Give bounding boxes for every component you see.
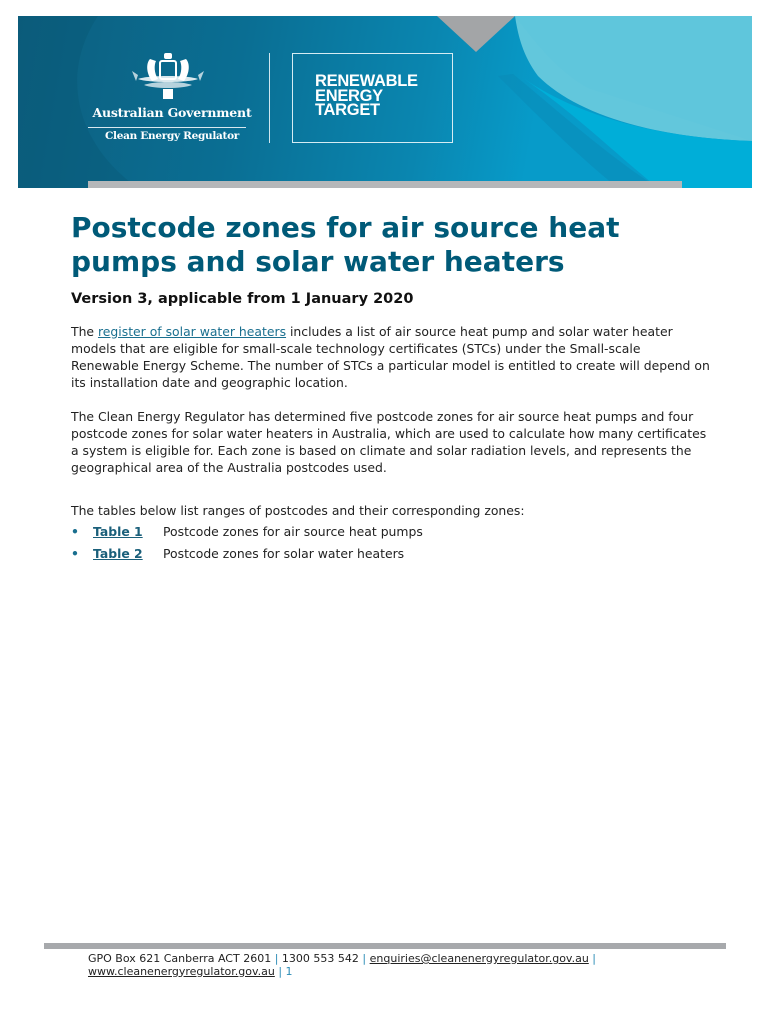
intro-paragraph (71, 323, 711, 391)
agency-name: Clean Energy Regulator (104, 130, 240, 142)
intro-prefix: The (71, 324, 98, 339)
zones-paragraph: The Clean Energy Regulator has determined five postcode zones for air source heat pumps and four postcode zones for solar water heaters in Australia, which are used to calculate how many certificates a system is eligible for. Each zone is based on climate and solar radiation levels, and represents the geographical area of the Australia postcodes used. (71, 409, 707, 475)
bullet-icon: • (71, 524, 79, 539)
renewable-energy-target-logo (292, 53, 453, 143)
register-link[interactable]: register of solar water heaters (97, 324, 287, 339)
table-2-link[interactable]: Table 2 (93, 546, 143, 561)
program-line-2: ENERGY (315, 86, 383, 105)
page-title: Postcode zones for air source heat pumps and solar water heaters (71, 211, 620, 278)
banner-gray-strip (88, 181, 682, 188)
page-footer (88, 953, 708, 978)
government-name: Australian Government (92, 105, 252, 120)
footer-rule (44, 943, 726, 949)
page-number: 1 (285, 964, 293, 978)
logo-divider (88, 127, 246, 128)
coat-of-arms-icon (128, 53, 208, 105)
tables-intro: The tables below list ranges of postcodes and their corresponding zones: (71, 503, 525, 518)
footer-address: GPO Box 621 Canberra ACT 2601 (88, 952, 272, 965)
footer-website-link[interactable]: www.cleanenergyregulator.gov.au (88, 964, 275, 978)
version-subtitle: Version 3, applicable from 1 January 2020 (71, 291, 414, 307)
intro-suffix: includes a list of air source heat pump and solar water heater models that are eligible for small-scale technology certificates (STCs) under the Small-scale Renewable Energy Scheme. The number of STCs a particular model is entitled to create will depend on its installation date and geographic location. (71, 324, 710, 390)
table-1-description: Postcode zones for air source heat pumps (163, 524, 423, 539)
program-line-1: RENEWABLE (315, 72, 418, 90)
bullet-icon: • (71, 546, 79, 561)
footer-phone: 1300 553 542 (281, 952, 359, 965)
header-banner (18, 16, 752, 188)
footer-separator: | (362, 952, 367, 965)
footer-separator: | (592, 952, 597, 965)
banner-vertical-divider (269, 53, 270, 143)
footer-email-link[interactable]: enquiries@cleanenergyregulator.gov.au (369, 952, 589, 965)
footer-separator: | (274, 952, 279, 965)
program-line-3: TARGET (315, 101, 380, 119)
table-1-link[interactable]: Table 1 (93, 524, 143, 539)
footer-separator: | (278, 964, 283, 978)
table-2-description: Postcode zones for solar water heaters (163, 546, 405, 561)
